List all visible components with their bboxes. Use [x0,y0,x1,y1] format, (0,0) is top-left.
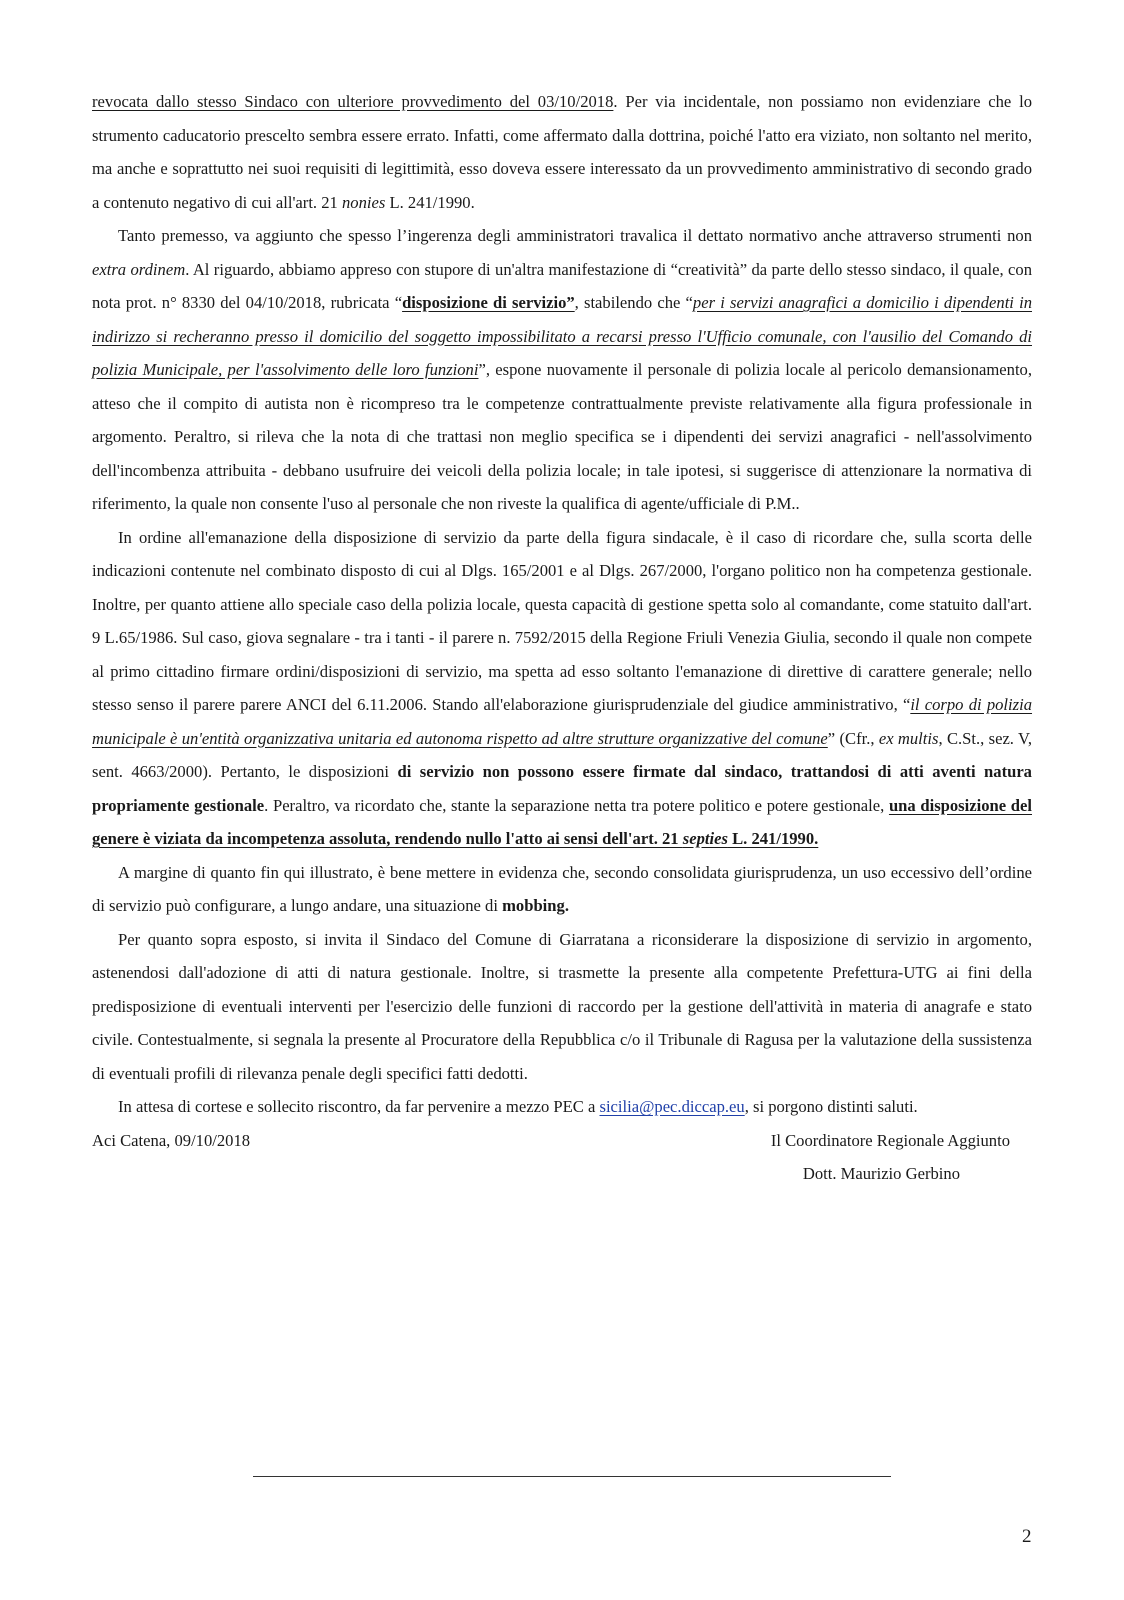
paragraph-revocation [92,85,1032,219]
text-span: , C.St., sez. V, sent. 4663/2000). Pertanto, le disposizioni [92,728,1032,781]
italic-text: ex multis [878,728,939,748]
signature-block [92,1124,1032,1191]
email-link[interactable]: sicilia@pec.diccap.eu [599,1097,745,1116]
underlined-text: revocata dallo stesso Sindaco con ulteriore provvedimento del 03/10/2018 [92,92,614,111]
quoted-jurisprudence-text: il corpo di polizia municipale è un'entità organizzativa unitaria ed autonoma rispetto ad altre strutture organizzative del comune [92,695,1033,748]
text-span: una disposizione del genere è viziata da incompetenza assoluta, rendendo nullo l'atto ai sensi dell'art. 21 [92,795,1032,848]
text-span: , si porgono distinti saluti. [744,1097,918,1116]
text-span: ” (Cfr., [827,728,879,748]
italic-text: nonies [341,192,386,212]
bold-underlined-text: disposizione di servizio” [402,293,575,312]
bold-text: mobbing. [502,896,569,915]
page-number: 2 [1022,1526,1032,1547]
text-span: , stabilendo che “ [574,293,693,312]
text-span: . Al riguardo, abbiamo appreso con stupore di un'altra manifestazione di “creatività” da parte dello stesso sindaco, il quale, con nota prot. n° 8330 del 04/10/2018, rubricata “ [92,259,1032,312]
text-span: In attesa di cortese e sollecito riscontro, da far pervenire a mezzo PEC a [118,1097,600,1116]
text-span: A margine di quanto fin qui illustrato, è bene mettere in evidenza che, secondo consolidata giurisprudenza, un uso eccessivo dell’ordine di servizio può configurare, a lungo andare, una situazione di [92,862,1032,915]
text-span: L. 241/1990. [727,829,819,848]
italic-text: extra ordinem [92,259,186,279]
paragraph-competence [92,521,1032,856]
paragraph-service-order [92,219,1032,521]
text-span: In ordine all'emanazione della disposizione di servizio da parte della figura sindacale, è il caso di ricordare che, sulla scorta delle indicazioni contenute nel combinato disposto di cui al Dlgs. 165/2001 e al Dlgs. 267/2000, l'organo politico non ha competenza gestionale. Inoltre, per quanto attiene allo speciale caso della polizia locale, questa capacità di gestione spetta solo al comandante, come statuito dall'art. 9 L.65/1986. Sul caso, giova segnalare - tra i tanti - il parere n. 7592/2015 della Regione Friuli Venezia Giulia, secondo il quale non compete al primo cittadino firmare ordini/disposizioni di servizio, ma spetta ad esso soltanto l'emanazione di direttive di carattere generale; nello stesso senso il parere parere ANCI del 6.11.2006. Stando all'elaborazione giurisprudenziale del giudice amministrativo, “ [92,527,1032,714]
paragraph-request [92,923,1032,1091]
text-span: L. 241/1990. [385,192,475,212]
quoted-order-text: per i servizi anagrafici a domicilio i dipendenti in indirizzo si recheranno presso il domicilio del soggetto impossibilitato a recarsi presso l'Ufficio comunale, con l'ausilio del Comando di polizia Municipale, per l'assolvimento delle loro funzioni [92,293,1032,379]
text-span: . Peraltro, va ricordato che, stante la separazione netta tra potere politico e potere gestionale, [264,795,889,815]
place-date: Aci Catena, 09/10/2018 [92,1130,251,1150]
text-span: ”, espone nuovamente il personale di polizia locale al pericolo demansionamento, atteso che il compito di autista non è ricompreso tra le competenze contrattualmente previste relativamente alla figura professionale in argomento. Peraltro, si rileva che la nota di che trattasi non meglio specifica se i dipendenti dei servizi anagrafici - nell'assolvimento dell'incombenza attribuita - debbano usufruire dei veicoli della polizia locale; in tale ipotesi, si suggerisce di attenzionare la normativa di riferimento, la quale non consente l'uso al personale che non riveste la qualifica di agente/ufficiale di P.M.. [92,360,1032,513]
signatory-name: Dott. Maurizio Gerbino [802,1164,960,1183]
italic-text: septies [682,829,728,848]
paragraph-closing [92,1090,1032,1124]
bold-text: di servizio non possono essere firmate dal sindaco, trattandosi di atti aventi natura propriamente gestionale [92,762,1032,815]
paragraph-mobbing [92,856,1032,923]
signatory-role: Il Coordinatore Regionale Aggiunto [770,1130,1010,1150]
footer-divider [253,1476,891,1477]
document-body [92,85,1032,1191]
text-span: . Per via incidentale, non possiamo non evidenziare che lo strumento caducatorio prescelto sembra essere errato. Infatti, come affermato dalla dottrina, poiché l'atto era viziato, non soltanto nel merito, ma anche e soprattutto nei suoi requisiti di legittimità, esso doveva essere interessato da un provvedimento amministrativo di secondo grado a contenuto negativo di cui all'art. 21 [92,92,1032,212]
text-span: Tanto premesso, va aggiunto che spesso l’ingerenza degli amministratori travalica il dettato normativo anche attraverso strumenti non [118,226,1032,245]
text-span: Per quanto sopra esposto, si invita il Sindaco del Comune di Giarratana a riconsiderare la disposizione di servizio in argomento, astenendosi dall'adozione di atti di natura gestionale. Inoltre, si trasmette la presente alla competente Prefettura-UTG ai fini della predisposizione di eventuali interventi per l'esercizio delle funzioni di raccordo per la gestione dell'attività in materia di anagrafe e stato civile. Contestualmente, si segnala la presente al Procuratore della Repubblica c/o il Tribunale di Ragusa per la valutazione della sussistenza di eventuali profili di rilevanza penale degli specifici fatti dedotti. [92,929,1032,1083]
